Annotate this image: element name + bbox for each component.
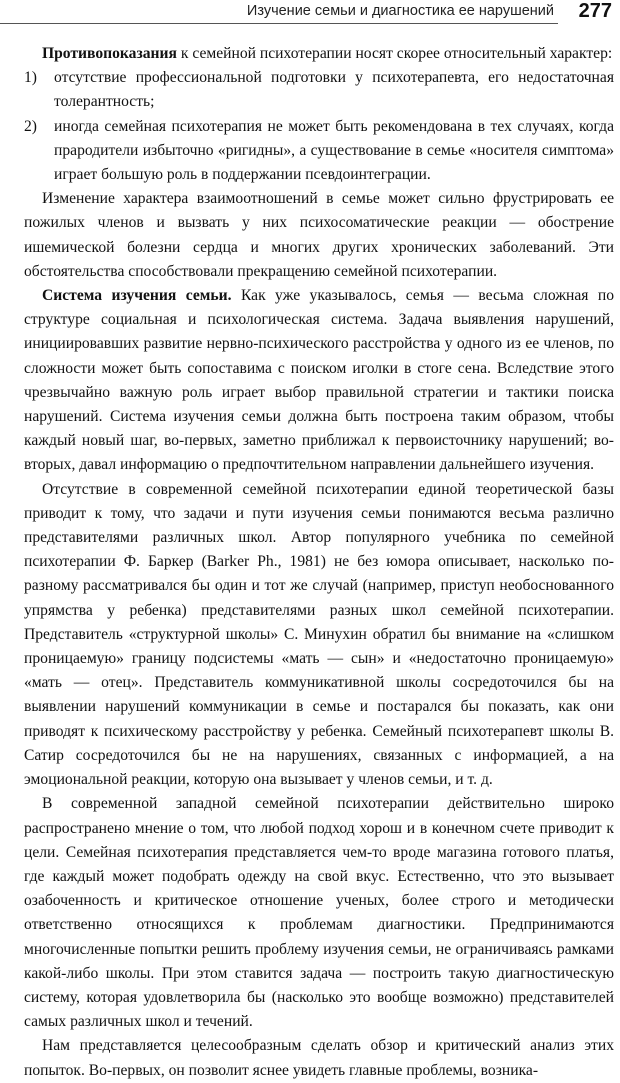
page-body: [24, 42, 614, 1083]
running-header-title: Изучение семьи и диагностика ее нарушений: [246, 3, 554, 19]
list-item-text: отсутствие профессиональной подготовки у психотерапевта, его недостаточная толерантность;: [54, 69, 614, 111]
paragraph-relations-change: Изменение характера взаимоотношений в семье может сильно фрустрировать ее пожилых членов и вызвать у них психосоматические реакции — обострение ишемической болезни сердца и многих других хронических заболеваний. Эти обстоятельства способствовали прекращению семейной психотерапии.: [24, 190, 614, 280]
paragraph-western-psychotherapy: В современной западной семейной психотерапии действительно широко распространено мнение о том, что любой подход хорош и в конечном счете приводит к цели. Семейная психотерапия представляется чем-то вроде магазина готового платья, где каждый может подобрать одежду на свой вкус. Естественно, что это вызывает озабоченность и критическое отношение ученых, более строго и методически ответственно относящихся к проблемам диагностики. Предпринимаются многочисленные попытки решить проблему изучения семьи, не ограничиваясь рамками какой-либо школы. При этом ставится задача — построить такую диагностическую систему, которая удовлетворила бы (насколько это вообще возможно) представителей самых различных школ и течений.: [24, 795, 614, 1031]
running-header: [0, 0, 620, 28]
contraindications-list: [24, 66, 614, 187]
list-item: [24, 66, 614, 114]
list-item: [24, 115, 614, 188]
section-heading-family-study: Система изучения семьи.: [42, 287, 232, 305]
paragraph-family-study-system: [24, 284, 614, 478]
paragraph-review: Нам представляется целесообразным сделать обзор и критический анализ этих попыток. Во-первых, он позволит яснее увидеть главные проблемы, возника-: [24, 1037, 614, 1079]
header-rule: [0, 23, 558, 24]
page-number: 277: [578, 0, 612, 22]
contraindications-text: к семейной психотерапии носят скорее относительный характер:: [176, 45, 613, 62]
list-item-number: 1): [24, 69, 37, 87]
list-item-number: 2): [24, 117, 37, 135]
contraindications-paragraph: [24, 42, 614, 66]
list-item-text: иногда семейная психотерапия не может быть рекомендована в тех случаях, когда прародители избыточно «ригидны», а существование в семье «носителя симптома» играет большую роль в поддержании псевдоинтеграции.: [54, 117, 614, 184]
paragraph-theoretical-base: Отсутствие в современной семейной психотерапии единой теоретической базы приводит к тому, что задачи и пути изучения семьи понимаются весьма различно представителями различных школ. Автор популярного учебника по семейной психотерапии Ф. Баркер (Barker Ph., 1981) не без юмора описывает, насколько по-разному рассматривался бы один и тот же случай (например, приступ необоснованного упрямства у ребенка) представителями разных школ семейной психотерапии. Представитель «структурной школы» С. Минухин обратил бы внимание на «слишком проницаемую» границу подсистемы «мать — сын» и «недостаточно проницаемую» «мать — отец». Представитель коммуникативной школы сосредоточился бы на выявлении нарушений коммуникации в семье и постарался бы показать, как они приводят к психическому расстройству у ребенка. Семейный психотерапевт школы В. Сатир сосредоточился бы не на нарушениях, связанных с информацией, а на эмоциональной реакции, которую она вызывает у членов семьи, и т. д.: [24, 480, 614, 789]
contraindications-heading: Противопоказания: [42, 45, 177, 62]
paragraph-family-study-text: Как уже указывалось, семья — весьма сложная по структуре социальная и психологическая система. Задача выявления нарушений, инициировавших развитие нервно-психического расстройства у одного из ее членов, по сложности может быть сопоставима с поиском иголки в стоге сена. Вследствие этого чрезвычайно важную роль играет выбор правильной стратегии и тактики поиска нарушений. Система изучения семьи должна быть построена таким образом, чтобы каждый новый шаг, во-первых, заметно приближал к первоисточнику нарушений; во-вторых, давал информацию о предпочтительном направлении дальнейшего изучения.: [24, 287, 615, 474]
